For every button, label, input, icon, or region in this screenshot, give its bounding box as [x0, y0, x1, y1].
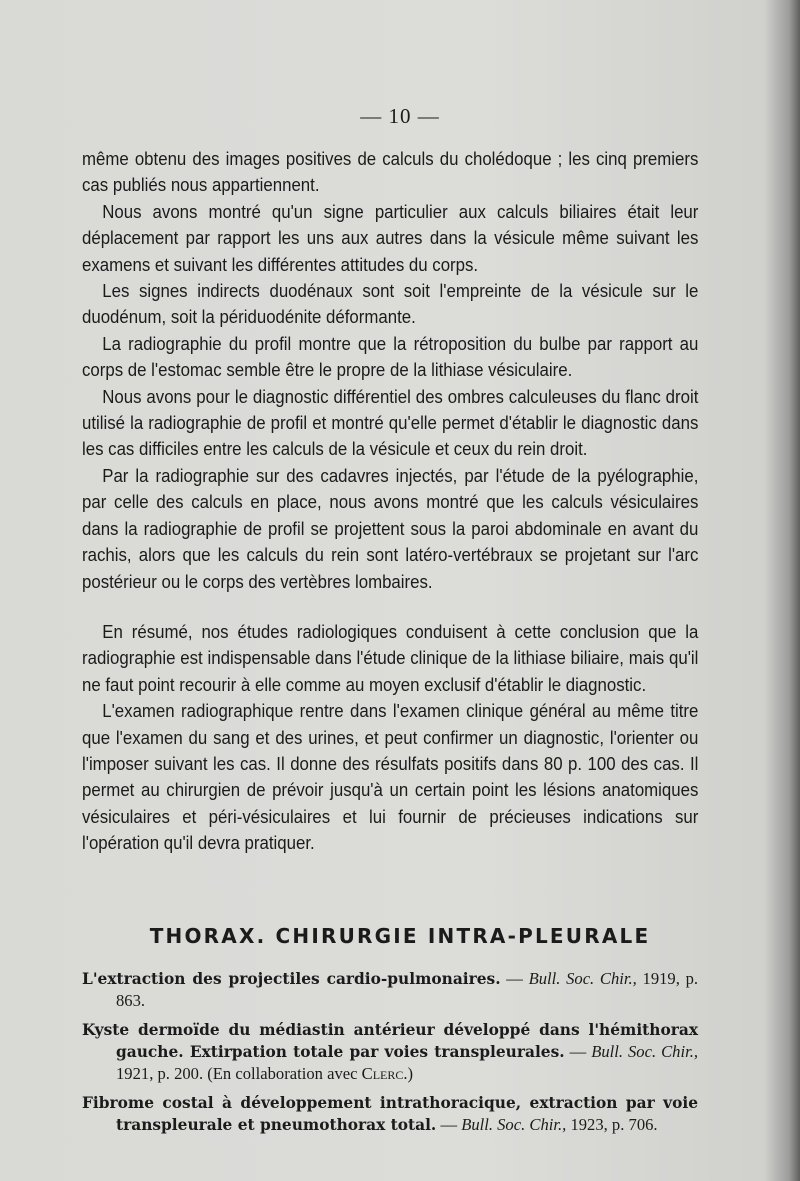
- reference-source: Bull. Soc. Chir.,: [461, 1115, 567, 1134]
- paragraph-gap: [82, 595, 698, 619]
- section-heading: THORAX. CHIRURGIE INTRA-PLEURALE: [149, 924, 651, 948]
- reference-dash: —: [564, 1042, 592, 1061]
- paragraph-1: même obtenu des images positives de calculs du cholédoque ; les cinq premiers cas publiés nous appartiennent.: [82, 148, 699, 196]
- reference-item: [82, 1092, 698, 1136]
- reference-note-end: .): [403, 1064, 414, 1083]
- reference-dash: —: [436, 1115, 462, 1134]
- reference-note: (En collaboration avec: [203, 1064, 362, 1083]
- page-gutter-shadow: [764, 0, 800, 1181]
- body-text: [82, 146, 698, 857]
- reference-details: 1923, p. 706.: [566, 1115, 658, 1134]
- paragraph-6: Par la radiographie sur des cadavres injectés, par l'étude de la pyélographie, par celle des calculs en place, nous avons montré que les calculs vésiculaires dans la radiographie de profil se projettent sous la paroi abdominale en avant du rachis, alors que les calculs du rein sont latéro-vertébraux se projetant sur l'arc postérieur ou le corps des vertèbres lombaires.: [82, 464, 699, 592]
- reference-source: Bull. Soc. Chir.,: [591, 1042, 698, 1061]
- reference-list: [82, 968, 698, 1143]
- paragraph-3: Les signes indirects duodénaux sont soit l'empreinte de la vésicule sur le duodénum, soit la périduodénite déformante.: [82, 280, 699, 328]
- reference-dash: —: [500, 969, 529, 988]
- reference-details: 1921, p. 200.: [116, 1064, 204, 1083]
- page-number: — 10 —: [360, 104, 440, 128]
- paragraph-2: Nous avons montré qu'un signe particulier aux calculs biliaires était leur déplacement par rapport les uns aux autres dans la vésicule même suivant les examens et suivant les différentes attitudes du corps.: [82, 200, 699, 275]
- reference-details: 1919, p. 863.: [116, 969, 699, 1010]
- reference-item: [82, 968, 698, 1012]
- reference-title: Kyste dermoïde du médiastin antérieur développé dans l'hémithorax gauche. Extirpation totale par voies transpleurales.: [82, 1021, 698, 1061]
- reference-coauthor: Clerc: [361, 1064, 404, 1083]
- reference-source: Bull. Soc. Chir.,: [528, 969, 637, 988]
- reference-title: L'extraction des projectiles cardio-pulmonaires.: [82, 970, 501, 988]
- paragraph-4: La radiographie du profil montre que la rétroposition du bulbe par rapport au corps de l'estomac semble être le propre de la lithiase vésiculaire.: [82, 332, 699, 381]
- reference-item: [82, 1019, 698, 1085]
- reference-title: Fibrome costal à développement intrathoracique, extraction par voie transpleurale et pneumothorax total.: [82, 1094, 698, 1134]
- paragraph-8: L'examen radiographique rentre dans l'examen clinique général au même titre que l'examen du sang et des urines, et peut confirmer un diagnostic, l'orienter ou l'imposer suivant les cas. Il donne des résulfats positifs dans 80 p. 100 des cas. Il permet au chirurgien de prévoir jusqu'à un certain point les lésions anatomiques vésiculaires et péri-vésiculaires et lui fournir de précieuses indications sur l'opération qu'il devra pratiquer.: [82, 700, 699, 854]
- paragraph-7: En résumé, nos études radiologiques conduisent à cette conclusion que la radiographie est indispensable dans l'étude clinique de la lithiase biliaire, mais qu'il ne faut point recourir à elle comme au moyen exclusif d'établir le diagnostic.: [82, 620, 699, 695]
- paragraph-5: Nous avons pour le diagnostic différentiel des ombres calculeuses du flanc droit utilisé la radiographie de profil et montré qu'elle permet d'établir le diagnostic dans les cas difficiles entre les calculs de la vésicule et ceux du rein droit.: [82, 385, 699, 460]
